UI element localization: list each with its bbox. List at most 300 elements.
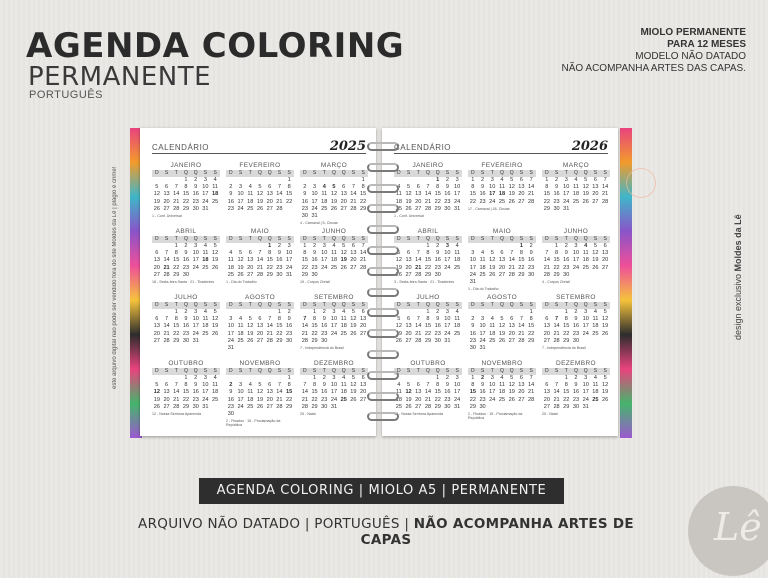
- day-number: 12: [256, 389, 264, 396]
- day-number: 4: [593, 309, 597, 315]
- day-number: 6: [407, 316, 411, 323]
- day-number: 15: [360, 191, 367, 198]
- weekday-label: Q: [184, 170, 188, 176]
- month-block: [152, 228, 220, 288]
- day-number: 30: [227, 411, 234, 418]
- weekday-label: Q: [500, 302, 504, 308]
- day-number: 17: [237, 396, 244, 403]
- day-number: 12: [602, 382, 609, 389]
- day-empty: [423, 177, 433, 184]
- day-number: 28: [276, 205, 283, 212]
- day-number: 18: [321, 198, 328, 205]
- day-number: 15: [173, 323, 180, 330]
- month-name: NOVEMBRO: [239, 360, 281, 367]
- day-number: 21: [360, 257, 367, 264]
- weekday-label: Q: [258, 302, 262, 308]
- day-number: 9: [529, 250, 533, 257]
- day-number: 8: [564, 382, 568, 389]
- day-number: 19: [395, 330, 402, 337]
- brand-logo-text: Lê: [714, 505, 762, 549]
- spiral-ring: [367, 267, 399, 276]
- day-number: 12: [405, 191, 412, 198]
- holiday-note: 1 - Dia do Trabalho: [226, 280, 257, 285]
- day-number: 15: [286, 191, 293, 198]
- day-number: 13: [415, 389, 422, 396]
- day-empty: [152, 177, 162, 184]
- day-number: 30: [572, 403, 580, 410]
- day-number: 28: [424, 205, 432, 212]
- weekday-label: S: [287, 236, 291, 242]
- day-empty: [542, 243, 552, 250]
- calendar-header: [152, 140, 366, 154]
- day-number: 22: [266, 264, 273, 271]
- weekday-label: T: [248, 302, 252, 308]
- day-empty: [329, 177, 339, 184]
- day-number: 17: [572, 257, 580, 264]
- day-number: 2: [574, 375, 578, 381]
- day-number: 11: [592, 382, 599, 389]
- day-number: 1: [184, 177, 188, 183]
- day-number: 10: [321, 250, 328, 257]
- day-number: 7: [555, 382, 559, 389]
- day-empty: [255, 375, 265, 382]
- day-number: 6: [165, 184, 169, 191]
- day-number: 22: [563, 396, 570, 403]
- weekday-label: S: [164, 236, 169, 242]
- day-number: 10: [582, 316, 589, 323]
- day-number: 1: [361, 177, 365, 183]
- day-number: 3: [229, 316, 233, 323]
- day-number: 21: [415, 330, 422, 337]
- day-number: 5: [248, 316, 252, 323]
- weekday-label: Q: [193, 170, 198, 176]
- day-number: 6: [268, 382, 272, 389]
- weekday-label: S: [603, 236, 607, 242]
- day-number: 24: [469, 271, 476, 278]
- weekday-label: S: [287, 302, 291, 308]
- day-number: 20: [247, 264, 254, 271]
- day-number: 7: [416, 250, 420, 257]
- footer-line-bold: NÃO ACOMPANHA ARTES DE CAPAS: [360, 516, 634, 548]
- weekday-label: T: [174, 368, 178, 374]
- weekday-header: [542, 236, 610, 243]
- day-number: 10: [227, 323, 234, 330]
- month-name: JUNHO: [563, 228, 589, 235]
- weekday-label: S: [445, 302, 450, 308]
- days-grid: [542, 177, 610, 213]
- weekday-label: Q: [267, 236, 272, 242]
- day-number: 6: [248, 250, 252, 257]
- day-empty: [339, 177, 349, 184]
- day-number: 11: [212, 382, 219, 389]
- day-number: 14: [173, 389, 180, 396]
- day-number: 1: [529, 309, 533, 315]
- day-number: 18: [202, 323, 209, 330]
- weekday-label: S: [351, 236, 356, 242]
- day-number: 5: [332, 184, 336, 191]
- day-number: 20: [592, 191, 599, 198]
- day-number: 16: [311, 257, 318, 264]
- day-number: 8: [426, 250, 430, 257]
- day-number: 6: [519, 375, 523, 381]
- day-number: 18: [247, 396, 254, 403]
- day-empty: [468, 243, 478, 250]
- weekday-header: [300, 236, 368, 243]
- weekday-header: [226, 302, 294, 309]
- weekday-label: D: [155, 302, 159, 308]
- month-block: [300, 360, 368, 420]
- day-number: 30: [572, 337, 580, 344]
- day-number: 21: [266, 330, 273, 337]
- weekday-label: T: [248, 236, 252, 242]
- day-number: 31: [469, 279, 476, 286]
- month-block: [394, 360, 462, 420]
- day-number: 3: [332, 309, 336, 315]
- day-number: 16: [182, 323, 190, 330]
- weekday-label: S: [554, 170, 559, 176]
- weekday-label: T: [322, 170, 326, 176]
- weekday-label: Q: [341, 368, 346, 374]
- spiral-ring: [367, 225, 399, 234]
- day-number: 26: [508, 396, 515, 403]
- day-number: 5: [351, 309, 355, 315]
- day-number: 5: [351, 375, 355, 381]
- day-number: 14: [602, 184, 609, 191]
- day-number: 11: [454, 250, 461, 257]
- day-number: 13: [543, 323, 550, 330]
- spiral-ring: [367, 329, 399, 338]
- day-number: 3: [203, 375, 207, 381]
- day-number: 15: [182, 191, 190, 198]
- weekday-label: S: [480, 236, 485, 242]
- day-number: 13: [266, 389, 273, 396]
- days-grid: [394, 375, 462, 411]
- month-block: [226, 294, 294, 354]
- holiday-note: 19 - Corpus Christi: [300, 280, 330, 285]
- day-number: 23: [192, 396, 199, 403]
- day-number: 26: [153, 205, 160, 212]
- weekday-label: Q: [509, 236, 514, 242]
- day-number: 2: [229, 382, 233, 389]
- day-number: 17: [202, 389, 209, 396]
- weekday-label: S: [312, 170, 317, 176]
- day-number: 12: [247, 323, 254, 330]
- day-number: 13: [153, 323, 160, 330]
- days-grid: [300, 375, 368, 411]
- day-number: 13: [247, 257, 254, 264]
- day-number: 21: [424, 198, 432, 205]
- day-number: 18: [212, 191, 219, 198]
- day-number: 18: [227, 264, 234, 271]
- day-number: 9: [445, 382, 449, 389]
- day-number: 19: [350, 323, 357, 330]
- day-number: 7: [529, 375, 533, 381]
- weekday-header: [300, 170, 368, 177]
- day-number: 13: [163, 389, 170, 396]
- day-number: 7: [277, 382, 281, 389]
- day-number: 3: [239, 382, 243, 389]
- holiday-note: 7 - Independência do Brasil: [300, 346, 344, 351]
- day-number: 30: [286, 337, 293, 344]
- day-number: 20: [163, 396, 170, 403]
- day-number: 14: [415, 323, 422, 330]
- day-number: 24: [444, 264, 451, 271]
- month-block: [468, 360, 536, 420]
- day-empty: [171, 375, 181, 382]
- day-number: 2: [184, 243, 188, 249]
- weekday-label: Q: [184, 302, 188, 308]
- day-number: 5: [397, 316, 401, 323]
- day-number: 21: [173, 198, 180, 205]
- day-number: 5: [258, 184, 262, 191]
- day-number: 21: [173, 396, 180, 403]
- days-grid: [468, 375, 536, 411]
- weekday-label: S: [312, 302, 317, 308]
- day-number: 19: [508, 389, 515, 396]
- day-number: 23: [301, 205, 308, 212]
- weekday-label: S: [554, 368, 559, 374]
- day-number: 25: [592, 396, 599, 403]
- weekday-label: D: [397, 302, 401, 308]
- day-empty: [300, 309, 310, 316]
- day-number: 1: [174, 243, 178, 249]
- day-number: 13: [350, 250, 357, 257]
- day-number: 24: [237, 205, 244, 212]
- weekday-label: D: [155, 170, 159, 176]
- day-number: 10: [454, 382, 461, 389]
- day-number: 28: [256, 271, 264, 278]
- month-name: ABRIL: [175, 228, 197, 235]
- day-number: 4: [239, 316, 243, 323]
- day-number: 13: [340, 191, 347, 198]
- day-empty: [162, 177, 172, 184]
- day-number: 17: [202, 191, 209, 198]
- day-number: 5: [490, 250, 494, 257]
- month-block: [152, 294, 220, 354]
- day-number: 1: [277, 309, 281, 315]
- day-number: 17: [489, 191, 496, 198]
- days-grid: [542, 309, 610, 345]
- day-number: 29: [173, 271, 180, 278]
- day-number: 9: [194, 382, 198, 389]
- day-number: 28: [508, 271, 515, 278]
- month-name: JANEIRO: [412, 162, 444, 169]
- month-name: OUTUBRO: [168, 360, 204, 367]
- weekday-label: D: [545, 368, 549, 374]
- day-number: 10: [489, 184, 496, 191]
- day-number: 22: [563, 330, 570, 337]
- day-number: 13: [415, 191, 422, 198]
- day-number: 5: [593, 243, 597, 249]
- day-number: 10: [311, 191, 318, 198]
- spiral-ring: [367, 163, 399, 172]
- day-number: 1: [313, 309, 317, 315]
- day-number: 10: [479, 323, 486, 330]
- weekday-label: S: [529, 368, 533, 374]
- day-number: 21: [301, 396, 308, 403]
- day-number: 22: [518, 264, 525, 271]
- day-number: 15: [528, 323, 535, 330]
- day-number: 23: [182, 330, 190, 337]
- product-info: [562, 27, 747, 75]
- day-number: 20: [360, 389, 367, 396]
- day-number: 12: [212, 250, 219, 257]
- day-empty: [552, 375, 562, 382]
- day-number: 30: [563, 271, 570, 278]
- day-number: 27: [247, 271, 254, 278]
- weekday-label: S: [406, 368, 411, 374]
- day-number: 31: [454, 403, 461, 410]
- day-number: 27: [405, 337, 412, 344]
- calendar-label: CALENDÁRIO: [394, 143, 452, 152]
- day-number: 27: [256, 337, 264, 344]
- day-number: 29: [543, 205, 550, 212]
- day-number: 22: [553, 264, 560, 271]
- day-number: 27: [602, 264, 609, 271]
- day-number: 1: [184, 375, 188, 381]
- day-number: 29: [311, 403, 318, 410]
- day-number: 25: [454, 330, 461, 337]
- day-number: 24: [454, 396, 461, 403]
- weekday-header: [468, 236, 536, 243]
- day-number: 1: [564, 309, 568, 315]
- day-number: 23: [572, 396, 580, 403]
- day-number: 22: [434, 396, 441, 403]
- day-number: 2: [194, 375, 198, 381]
- weekday-label: S: [519, 302, 524, 308]
- weekday-label: T: [322, 236, 326, 242]
- day-empty: [265, 375, 275, 382]
- day-number: 19: [330, 198, 338, 205]
- weekday-header: [542, 368, 610, 375]
- day-empty: [478, 309, 488, 316]
- day-empty: [152, 309, 162, 316]
- day-number: 22: [543, 198, 550, 205]
- day-number: 5: [407, 382, 411, 389]
- day-number: 31: [454, 205, 461, 212]
- footer-line-plain: ARQUIVO NÃO DATADO | PORTUGUÊS |: [138, 516, 414, 532]
- weekday-label: T: [248, 368, 252, 374]
- day-number: 31: [330, 403, 338, 410]
- day-number: 4: [248, 382, 252, 389]
- months-grid: [152, 162, 368, 428]
- day-number: 3: [445, 309, 449, 315]
- day-number: 11: [340, 316, 347, 323]
- day-empty: [236, 177, 246, 184]
- day-number: 20: [405, 264, 412, 271]
- day-number: 21: [424, 396, 432, 403]
- spiral-ring: [367, 142, 399, 151]
- weekday-label: S: [203, 368, 208, 374]
- day-number: 3: [445, 243, 449, 249]
- holiday-note: 7 - Independência do Brasil: [542, 346, 586, 351]
- month-block: [542, 294, 610, 354]
- weekday-header: [226, 368, 294, 375]
- day-number: 16: [434, 323, 441, 330]
- day-number: 17: [582, 389, 589, 396]
- holiday-note: 4 - Corpus Christi: [542, 280, 570, 285]
- day-number: 20: [518, 191, 525, 198]
- weekday-header: [394, 236, 462, 243]
- day-number: 8: [174, 250, 178, 257]
- day-number: 6: [407, 250, 411, 257]
- day-number: 15: [543, 191, 550, 198]
- weekday-label: S: [445, 236, 450, 242]
- day-empty: [349, 177, 359, 184]
- weekday-label: S: [519, 236, 524, 242]
- day-number: 23: [434, 264, 441, 271]
- day-number: 21: [301, 330, 308, 337]
- day-number: 6: [500, 250, 504, 257]
- day-number: 23: [528, 264, 535, 271]
- day-number: 5: [155, 184, 159, 191]
- month-name: FEVEREIRO: [481, 162, 523, 169]
- day-number: 23: [227, 403, 234, 410]
- day-number: 28: [415, 271, 422, 278]
- weekday-label: S: [287, 368, 291, 374]
- weekday-label: T: [174, 302, 178, 308]
- day-number: 24: [286, 264, 293, 271]
- day-number: 13: [592, 184, 599, 191]
- day-number: 23: [444, 396, 451, 403]
- weekday-label: Q: [332, 302, 336, 308]
- day-number: 13: [498, 257, 506, 264]
- day-number: 30: [444, 403, 451, 410]
- day-number: 10: [454, 184, 461, 191]
- weekday-label: S: [277, 368, 282, 374]
- day-number: 27: [518, 396, 525, 403]
- day-number: 11: [237, 323, 244, 330]
- day-number: 3: [194, 243, 198, 249]
- weekday-label: S: [238, 368, 243, 374]
- day-number: 12: [602, 316, 609, 323]
- day-number: 15: [173, 257, 180, 264]
- day-number: 7: [510, 250, 514, 257]
- day-number: 22: [286, 198, 293, 205]
- weekday-header: [542, 302, 610, 309]
- day-number: 23: [479, 396, 486, 403]
- weekday-label: T: [490, 368, 494, 374]
- day-number: 26: [256, 403, 264, 410]
- day-number: 26: [602, 330, 609, 337]
- weekday-label: Q: [426, 302, 430, 308]
- day-number: 11: [454, 316, 461, 323]
- day-number: 23: [469, 337, 476, 344]
- day-number: 30: [311, 271, 318, 278]
- days-grid: [468, 177, 536, 206]
- day-number: 19: [237, 264, 244, 271]
- day-number: 11: [499, 382, 505, 389]
- spiral-ring: [367, 184, 399, 193]
- weekday-header: [152, 236, 220, 243]
- days-grid: [394, 243, 462, 279]
- weekday-label: Q: [500, 236, 504, 242]
- info-line-2: PARA 12 MESES: [667, 39, 746, 50]
- weekday-label: T: [416, 236, 420, 242]
- weekday-label: Q: [426, 170, 430, 176]
- day-number: 11: [499, 184, 505, 191]
- day-number: 31: [286, 271, 293, 278]
- day-number: 17: [311, 198, 318, 205]
- day-number: 11: [202, 250, 209, 257]
- day-number: 3: [203, 177, 207, 183]
- day-number: 10: [237, 191, 244, 198]
- day-empty: [319, 177, 329, 184]
- days-grid: [226, 177, 294, 213]
- day-number: 7: [165, 250, 169, 257]
- day-number: 21: [518, 330, 525, 337]
- day-number: 1: [303, 243, 307, 249]
